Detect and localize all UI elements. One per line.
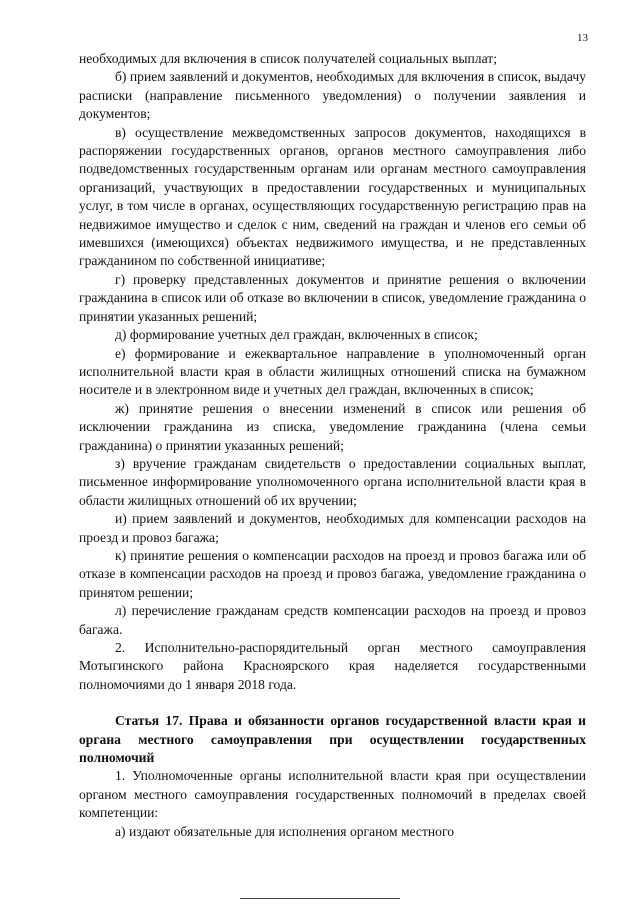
page-number: 13 (577, 32, 588, 44)
article-paragraph: а) издают обязательные для исполнения органом местного (115, 823, 455, 839)
document-body (79, 50, 586, 841)
paragraph-item-l: л) перечисление гражданам средств компенсации расходов на проезд и провоз багажа. (79, 603, 586, 637)
paragraph-item-d: д) формирование учетных дел граждан, включенных в список; (115, 327, 478, 343)
paragraph-item-e: е) формирование и ежеквартальное направление в уполномоченный орган исполнительной власти края в области жилищных отношений списка на бумажном носителе и в электронном виде и учетных дел граждан, включенных в список; (79, 345, 586, 398)
footer-scan-line (240, 898, 400, 899)
paragraph-item-g: г) проверку представленных документов и принятие решения о включении гражданина в список или об отказе во включении в список, уведомление гражданина о принятии указанных решений; (79, 271, 586, 324)
paragraph-item-z: з) вручение гражданам свидетельств о предоставлении социальных выплат, письменное информирование уполномоченного органа исполнительной власти края в области жилищных отношений об их вручении; (79, 455, 586, 508)
article-heading: Статья 17. Права и обязанности органов государственной власти края и органа местного самоуправления при осуществлении государственных полномочий (79, 713, 586, 766)
article-paragraph: 1. Уполномоченные органы исполнительной власти края при осуществлении органом местного самоуправления государственных полномочий в пределах своей компетенции: (79, 768, 586, 821)
paragraph-item-k: к) принятие решения о компенсации расходов на проезд и провоз багажа или об отказе в компенсации расходов на проезд и провоз багажа, уведомление гражданина о принятом решении; (79, 547, 586, 600)
paragraph-clause-2: 2. Исполнительно-распорядительный орган местного самоуправления Мотыгинского района Красноярского края наделяется государственными полномочиями до 1 января 2018 года. (79, 640, 586, 692)
section-spacer (79, 694, 586, 712)
paragraph-item-v: в) осуществление межведомственных запросов документов, находящихся в распоряжении государственных органов, органов местного самоуправления либо подведомственных государственным органам или органам местного самоуправления организаций, участвующих в предоставлении государственных и муниципальных услуг, в том числе в органах, осуществляющих государственную регистрацию прав на недвижимое имущество и сделок с ним, сведений на граждан и членов его семьи об имевшихся (имеющихся) объектах недвижимого имущества, и не представленных гражданином по собственной инициативе; (79, 124, 586, 269)
paragraph-item-i: и) прием заявлений и документов, необходимых для компенсации расходов на проезд и провоз багажа; (79, 511, 586, 545)
paragraph-item-zh: ж) принятие решения о внесении изменений в список или решения об исключении гражданина из списка, уведомление гражданина (члена семьи гражданина) о принятии указанных решений; (79, 400, 586, 453)
paragraph: необходимых для включения в список получателей социальных выплат; (79, 51, 497, 66)
paragraph-item-b: б) прием заявлений и документов, необходимых для включения в список, выдачу расписки (направление письменного уведомления) о получении заявления и документов; (79, 69, 586, 122)
